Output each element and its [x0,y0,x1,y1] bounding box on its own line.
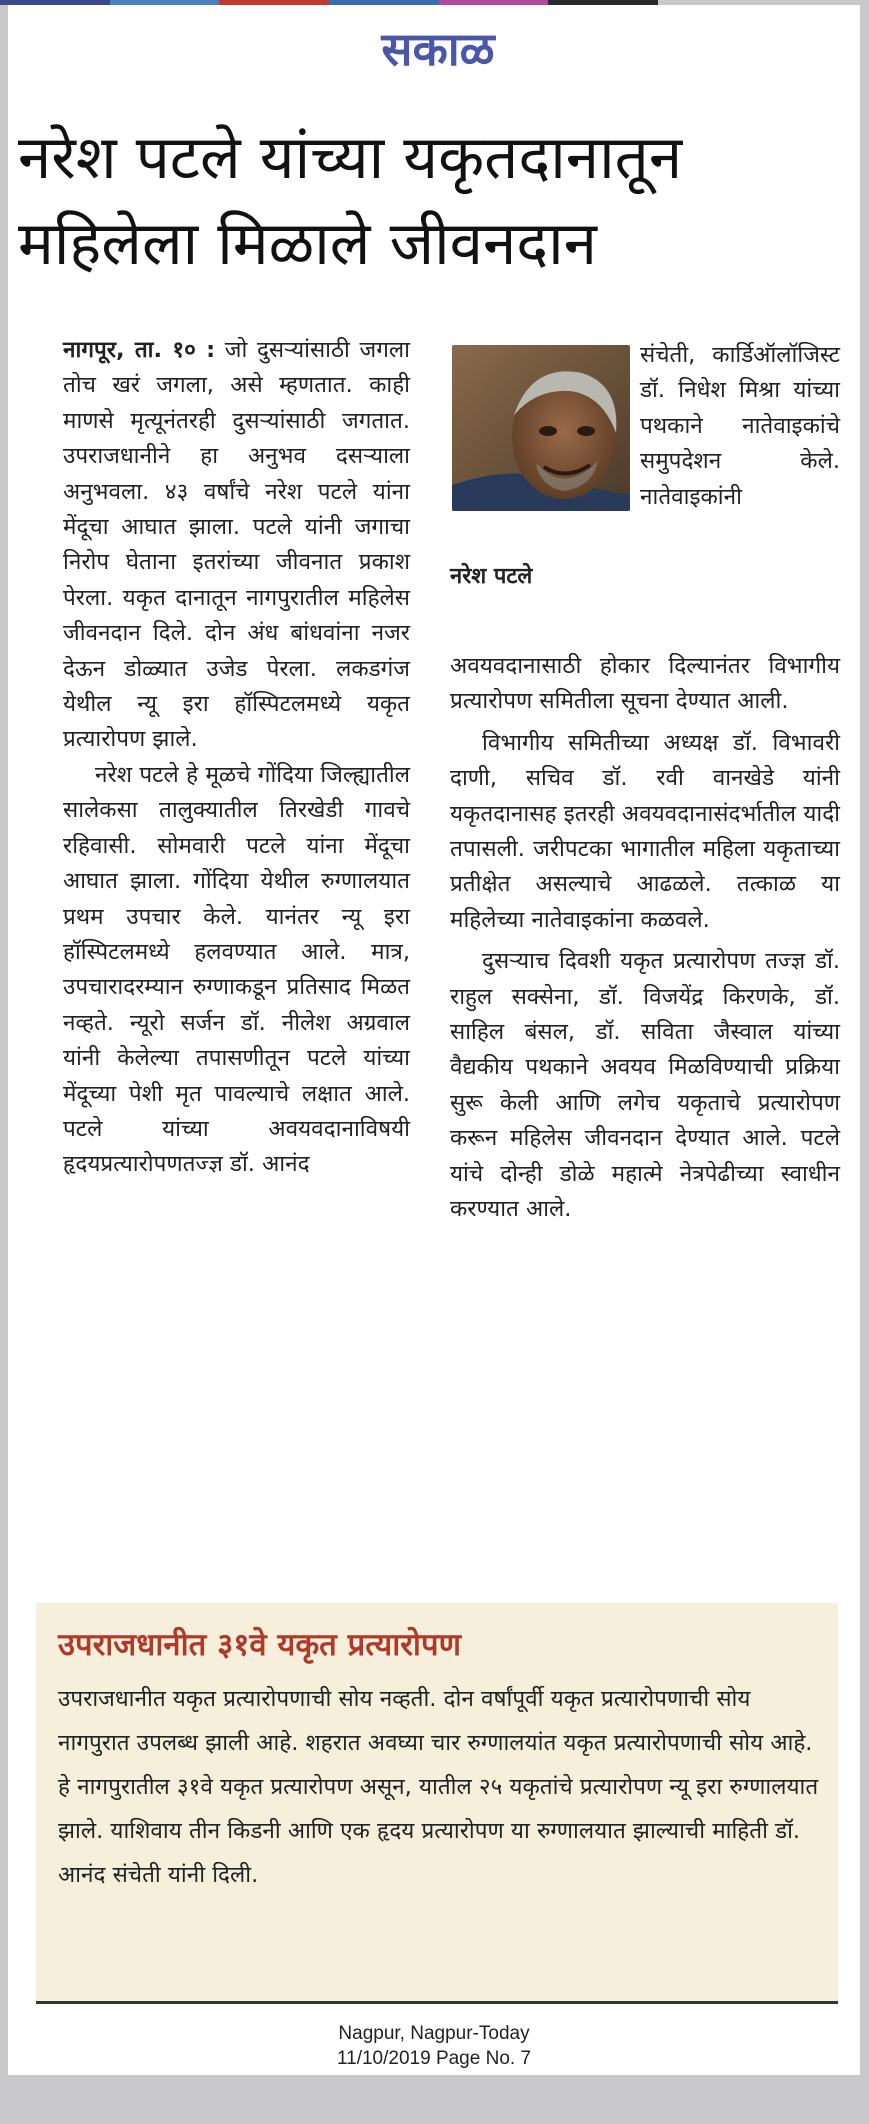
masthead-logo: सकाळ [381,22,495,76]
article-paragraph: नरेश पटले हे मूळचे गोंदिया जिल्ह्यातील सालेकसा तालुक्यातील तिरखेडी गावचे रहिवासी. सोमवारी पटले यांना मेंदूचा आघात झाला. गोंदिया येथील रुग्णालयात प्रथम उपचार केले. यानंतर न्यू इरा हॉस्पिटलमध्ये हलवण्यात आले. मात्र, उपचारादरम्यान रुग्णाकडून प्रतिसाद मिळत नव्हते. न्यूरो सर्जन डॉ. नीलेश अग्रवाल यांनी केलेल्या तपासणीतून पटले यांच्या मेंदूच्या पेशी मृत पावल्याचे लक्षात आले. पटले यांच्या अवयवदानाविषयी हृदयप्रत्यारोपणतज्ज्ञ डॉ. आनंद [63,761,410,1178]
paragraph-text: जो दुसऱ्यांसाठी जगला तोच खरं जगला, असे म्हणतात. काही माणसे मृत्यूनंतरही दुसऱ्यांसाठी जगतात. उपराजधानीने हा अनुभव दसऱ्याला अनुभवला. ४३ वर्षांचे नरेश पटले यांना मेंदूचा आघात झाला. पटले यांनी जगाचा निरोप घेताना इतरांच्या जीवनात प्रकाश पेरला. यकृत दानातून नागपुरातील महिलेस जीवनदान दिले. दोन अंध बांधवांना नजर देऊन डोळ्यात उजेड पेरला. लकडगंज येथील न्यू इरा हॉस्पिटलमध्ये यकृत प्रत्यारोपण झाले. [63,337,410,753]
article-column-2-top [640,338,840,515]
source-publication: Nagpur, Nagpur-Today [338,2023,530,2044]
article-column-2 [450,649,840,1228]
newspaper-clipping [8,5,860,2075]
article-paragraph: विभागीय समितीच्या अध्यक्ष डॉ. विभावरी दाणी, सचिव डॉ. रवी वानखेडे यांनी यकृतदानासह इतरही अवयवदानासंदर्भातील यादी तपासली. जरीपटका भागातील महिला यकृताच्या प्रतीक्षेत असल्याचे आढळले. तत्काळ या महिलेच्या नातेवाइकांना कळवले. [450,729,840,933]
sidebar-box-text: उपराजधानीत यकृत प्रत्यारोपणाची सोय नव्हती. दोन वर्षांपूर्वी यकृत प्रत्यारोपणाची सोय नागपुरात उपलब्ध झाली आहे. शहरात अवघ्या चार रुग्णालयांत यकृत प्रत्यारोपणाची सोय आहे. हे नागपुरातील ३१वे यकृत प्रत्यारोपण असून, यातील २५ यकृतांचे प्रत्यारोपण न्यू इरा रुग्णालयात झाले. याशिवाय तीन किडनी आणि एक हृदय प्रत्यारोपण या रुग्णालयात झाल्याची माहिती डॉ. आनंद संचेती यांनी दिली. [58,1686,819,1888]
source-date-page: 11/10/2019 Page No. 7 [336,2048,532,2069]
article-paragraph: संचेती, कार्डिऑलॉजिस्ट डॉ. निधेश मिश्रा यांच्या पथकाने नातेवाइकांचे समुपदेशन केले. नातेवाइकांनी [640,342,840,510]
headline-line-1: नरेश पटले यांच्या यकृतदानातून [18,123,683,193]
headline-line-2: महिलेला मिळाले जीवनदान [18,209,597,279]
portrait-icon [452,345,630,511]
divider [36,2001,838,2004]
source-footer [8,2021,860,2071]
portrait-photo [452,345,630,511]
article-paragraph: अवयवदानासाठी होकार दिल्यानंतर विभागीय प्रत्यारोपण समितीला सूचना देण्यात आली. [450,653,840,715]
article-paragraph: दुसऱ्याच दिवशी यकृत प्रत्यारोपण तज्ज्ञ डॉ. राहुल सक्सेना, डॉ. विजयेंद्र किरणके, डॉ. साहिल बंसल, डॉ. सविता जैस्वाल यांच्या वैद्यकीय पथकाने अवयव मिळविण्याची प्रक्रिया सुरू केली आणि लगेच यकृताचे प्रत्यारोपण करून महिलेस जीवनदान देण्यात आले. पटले यांचे दोन्ही डोळे महात्मे नेत्रपेढीच्या स्वाधीन करण्यात आले. [450,948,840,1223]
sidebar-box-title: उपराजधानीत ३१वे यकृत प्रत्यारोपण [58,1627,461,1663]
photo-caption: नरेश पटले [450,564,533,589]
article-column-1 [63,333,410,1183]
article-paragraph [63,333,410,758]
dateline: नागपूर, ता. १० : [63,337,216,363]
sidebar-box [36,1603,838,2003]
headline [18,115,848,287]
